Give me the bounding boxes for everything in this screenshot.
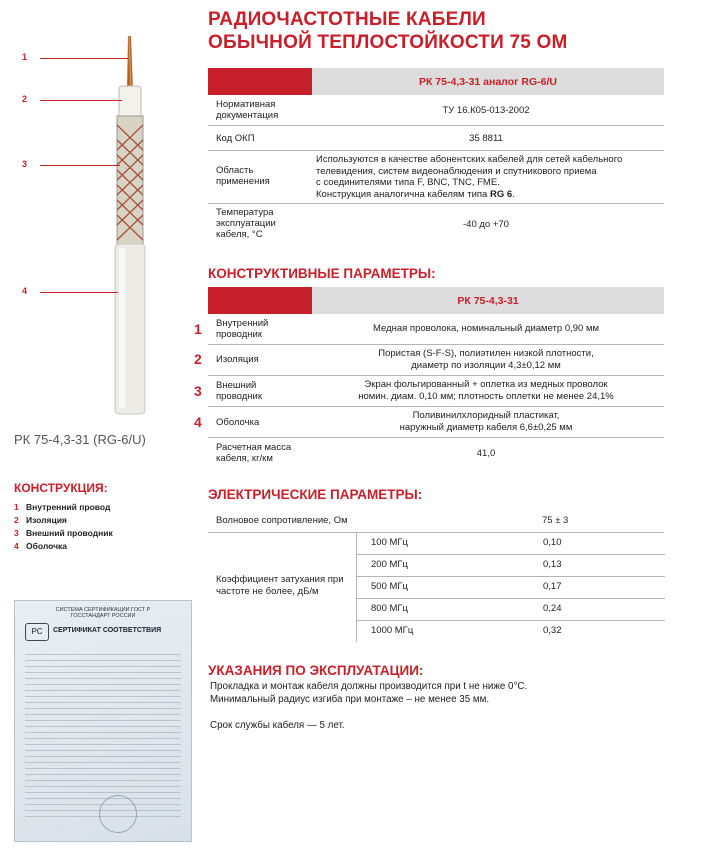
- table-row: 3 Внешний проводник Экран фольгированный + оплетка из медных проволок номин. диам. 0,10 мм; плотность оплетки не менее 24,1%: [208, 376, 664, 407]
- table-row: 1 Внутренний проводник Медная проволока, номинальный диаметр 0,90 мм: [208, 314, 664, 345]
- construction-item: 2 Изоляция: [14, 515, 67, 525]
- callout-1: 1: [22, 52, 28, 62]
- callout-2: 2: [22, 94, 28, 104]
- attenuation-label: Коэффициент затухания при частоте не более, дБ/м: [216, 574, 344, 597]
- callout-4: 4: [22, 286, 28, 296]
- callout-3: 3: [22, 159, 28, 169]
- construction-item: 1 Внутренний провод: [14, 502, 111, 512]
- construct-heading: КОНСТРУКТИВНЫЕ ПАРАМЕТРЫ:: [208, 266, 436, 281]
- callout-line-3: [40, 165, 120, 166]
- certificate-text: [25, 649, 181, 821]
- table-row: 500 МГц 0,17: [356, 576, 665, 599]
- product-label: РК 75-4,3-31 (RG-6/U): [14, 432, 146, 447]
- table-row: 100 МГц 0,10: [356, 532, 665, 555]
- table-row: 800 МГц 0,24: [356, 598, 665, 621]
- table-row: 1000 МГц 0,32: [356, 620, 665, 642]
- spec-header-red: [208, 68, 312, 95]
- callout-line-1: [40, 58, 128, 59]
- table-row: Код ОКП 35 8811: [208, 126, 664, 151]
- table-row: Нормативная документация ТУ 16.К05-013-2002: [208, 95, 664, 126]
- page-title: РАДИОЧАСТОТНЫЕ КАБЕЛИ ОБЫЧНОЙ ТЕПЛОСТОЙКОСТИ 75 ОМ: [208, 9, 568, 53]
- table-row: Температура эксплуатации кабеля, °С -40 до +70: [216, 207, 509, 240]
- construction-item: 4 Оболочка: [14, 541, 68, 551]
- table-row: 4 Оболочка Поливинилхлоридный пластикат, наружный диаметр кабеля 6,6±0,25 мм: [208, 407, 664, 438]
- table-row: Волновое сопротивление, Ом 75 ± 3: [208, 509, 664, 533]
- operation-heading: УКАЗАНИЯ ПО ЭКСПЛУАТАЦИИ:: [208, 663, 424, 678]
- construction-item: 3 Внешний проводник: [14, 528, 113, 538]
- certificate-image: СИСТЕМА СЕРТИФИКАЦИИ ГОСТ Р ГОССТАНДАРТ РОССИИ РС СЕРТИФИКАТ СООТВЕТСТВИЯ: [14, 600, 192, 842]
- construct-header-red: [208, 287, 312, 314]
- construct-table-header: РК 75-4,3-31: [312, 287, 664, 314]
- construction-heading: КОНСТРУКЦИЯ:: [14, 481, 108, 495]
- table-row: 200 МГц 0,13: [356, 554, 665, 577]
- operation-notes: Прокладка и монтаж кабеля должны производится при t не ниже 0°С. Минимальный радиус изгиба при монтаже – не менее 35 мм. Срок службы кабеля — 5 лет.: [210, 681, 528, 731]
- gost-logo: РС: [25, 623, 49, 641]
- attenuation-table: [356, 532, 664, 642]
- cable-illustration: [95, 30, 165, 420]
- electrical-heading: ЭЛЕКТРИЧЕСКИЕ ПАРАМЕТРЫ:: [208, 487, 423, 502]
- callout-line-2: [40, 100, 122, 101]
- callout-line-4: [40, 292, 118, 293]
- spec-table-header: РК 75-4,3-31 аналог RG-6/U: [312, 68, 664, 95]
- table-row: Расчетная масса кабеля, кг/км 41,0: [216, 442, 496, 464]
- table-row: Область применения Используются в качестве абонентских кабелей для сетей кабельного телевидения, систем видеонаблюдения и спутникового приема с соединителями типа F, BNC, TNC, FME. Конструкция аналогична кабелям типа RG 6.: [208, 151, 664, 204]
- table-row: 2 Изоляция Пористая (S-F-S), полиэтилен низкой плотности, диаметр по изоляции 4,3±0,12 мм: [208, 345, 664, 376]
- certificate-seal: [99, 795, 137, 833]
